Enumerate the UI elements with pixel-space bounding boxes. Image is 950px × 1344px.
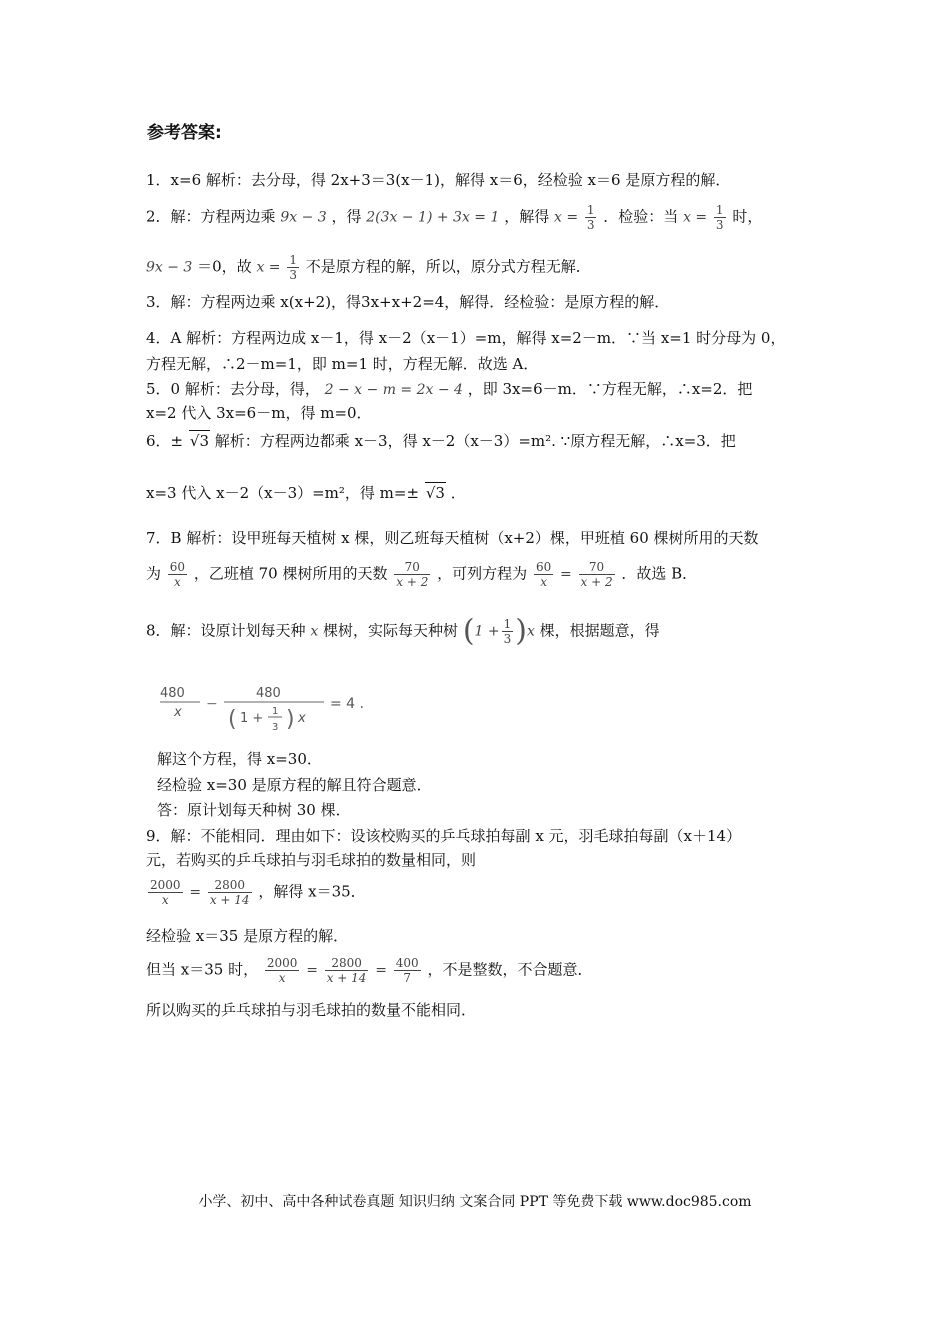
eq-rhs: = 4 .: [330, 696, 364, 712]
text: ，乙班植 70 棵树所用的天数: [193, 564, 388, 583]
answer-7: 7．B 解析：设甲班每天植树 x 棵，则乙班每天植树（x+2）棵，甲班植 60 棵树所用的天数: [146, 529, 759, 547]
eq-den-var: x: [298, 711, 306, 726]
answer-9-cont: 元，若购买的乒乓球拍与羽毛球拍的数量相同，则: [146, 851, 477, 869]
fraction: $\frac{2800}{x + 14}$: [326, 956, 367, 985]
svg-text:−: −: [206, 696, 218, 712]
math-var: x: [310, 623, 319, 640]
math-expr: x =: [683, 209, 708, 226]
fraction: $\frac{60}{x}$: [535, 560, 552, 589]
answer-4-cont: 方程无解，∴2－m=1，即 m=1 时，方程无解．故选 A．: [146, 355, 539, 373]
fraction: $\frac{60}{x}$: [169, 560, 186, 589]
eq-den-2: 1 +: [240, 711, 264, 726]
answer-6-cont: [146, 482, 466, 503]
eq-small-den: 3: [272, 722, 279, 733]
answer-9-verify: [146, 956, 592, 985]
text: ，即 3x=6－m．∵方程无解，∴x=2．把: [467, 380, 753, 398]
text: 5．0 解析：去分母，得，: [146, 380, 320, 398]
page-footer: 小学、初中、高中各种试卷真题 知识归纳 文案合同 PPT 等免费下载 www.doc985.com: [198, 1194, 752, 1210]
svg-text:): ): [286, 707, 295, 732]
fraction: $\frac{1}{3}$: [503, 617, 512, 646]
fraction: $\frac{1}{3}$: [586, 203, 595, 232]
equals: =: [560, 566, 572, 583]
math-expr: x =: [256, 259, 281, 276]
fraction: $\frac{2800}{x + 14}$: [209, 878, 250, 907]
fraction: $\frac{400}{7}$: [395, 956, 419, 985]
text: ．故选 B．: [621, 564, 698, 583]
text: ．: [450, 484, 466, 502]
fraction: $\frac{1}{3}$: [289, 253, 297, 282]
text: 棵，根据题意，得: [539, 621, 660, 640]
equals: =: [375, 962, 387, 979]
left-paren: (: [462, 613, 475, 649]
answer-9-conclusion: 所以购买的乒乓球拍与羽毛球拍的数量不能相同．: [146, 1001, 477, 1019]
sqrt-3: √ 3: [189, 430, 210, 451]
answer-9-check: 经检验 x＝35 是原方程的解．: [146, 927, 349, 945]
eq-num-1: 480: [160, 686, 185, 701]
answer-7-cont: [146, 560, 697, 589]
answer-9: 9．解：不能相同．理由如下：设该校购买的乒乓球拍每副 x 元，羽毛球拍每副（x＋14）: [146, 827, 742, 845]
fraction: $\frac{70}{x + 2}$: [580, 560, 613, 589]
text: x=3 代入 x－2（x－3）=m²，得 m=±: [146, 484, 420, 502]
text: ，解得 x＝35．: [258, 882, 366, 901]
equals: =: [306, 962, 318, 979]
equation-image: [160, 684, 390, 736]
math-expr: x =: [553, 209, 579, 226]
text: ＝0，故: [197, 257, 252, 276]
text: 6．±: [146, 432, 184, 450]
answer-8-reply: 答：原计划每天种树 30 棵．: [157, 801, 351, 819]
answer-3: 3．解：方程两边乘 x(x+2)，得3x+x+2=4，解得．经检验：是原方程的解．: [146, 293, 670, 311]
math-expr: 2(3x − 1) + 3x = 1: [366, 209, 500, 226]
equation-graphic: [160, 684, 390, 736]
answer-9-equation: [146, 878, 366, 907]
answer-5-cont: x=2 代入 3x=6－m，得 m=0．: [146, 404, 372, 422]
text: ，解得: [504, 207, 550, 226]
fraction: $\frac{1}{3}$: [715, 203, 724, 232]
answer-5: [146, 379, 752, 400]
text: 8．解：设原计划每天种: [146, 621, 306, 640]
answer-2: [146, 203, 762, 232]
right-paren: ): [515, 613, 527, 649]
answer-4: 4．A 解析：方程两边成 x－1，得 x－2（x－1）=m，解得 x=2－m．∵当 x=1 时分母为 0，: [146, 329, 786, 347]
fraction: $\frac{2000}{x}$: [266, 956, 298, 985]
answer-heading: 参考答案:: [147, 123, 222, 143]
equals: =: [189, 884, 202, 901]
text: ，可列方程为: [437, 564, 528, 583]
text: 解析：方程两边都乘 x－3，得 x－2（x－3）=m². ∵原方程无解，∴x=3．把: [214, 432, 736, 450]
text: 棵树，实际每天种树: [323, 621, 459, 640]
answer-2-cont: [146, 253, 591, 282]
math-var: x: [526, 623, 535, 640]
text: ，得: [331, 207, 362, 226]
text: ．检验：当: [603, 207, 679, 226]
text: 但当 x＝35 时，: [146, 960, 259, 979]
math-expr: 1 +: [474, 623, 500, 640]
eq-small-num: 1: [272, 706, 279, 717]
answer-8-solve: 解这个方程，得 x=30．: [157, 750, 322, 768]
answer-8-check: 经检验 x=30 是原方程的解且符合题意．: [157, 776, 432, 794]
sqrt-3: √ 3: [425, 482, 446, 503]
answer-8: [146, 613, 660, 649]
eq-den-1: x: [174, 705, 182, 720]
math-expr: 2 − x − m = 2x − 4: [324, 382, 463, 398]
text: 不是原方程的解，所以，原分式方程无解．: [305, 257, 591, 276]
fraction: $\frac{2000}{x}$: [150, 878, 181, 907]
math-expr: 9x − 3: [280, 209, 327, 226]
text: 2．解：方程两边乘: [146, 207, 276, 226]
math-expr: 9x − 3: [146, 259, 193, 276]
answer-1: 1．x=6 解析：去分母，得 2x+3＝3(x－1)，解得 x＝6，经检验 x＝6 是原方程的解．: [146, 171, 731, 189]
svg-text:(: (: [228, 707, 237, 732]
answer-6: [146, 430, 736, 451]
text: ，不是整数，不合题意．: [427, 960, 593, 979]
fraction: $\frac{70}{x + 2}$: [396, 560, 429, 589]
eq-num-2: 480: [256, 686, 281, 701]
text: 时，: [732, 207, 763, 226]
text: 为: [146, 564, 162, 583]
